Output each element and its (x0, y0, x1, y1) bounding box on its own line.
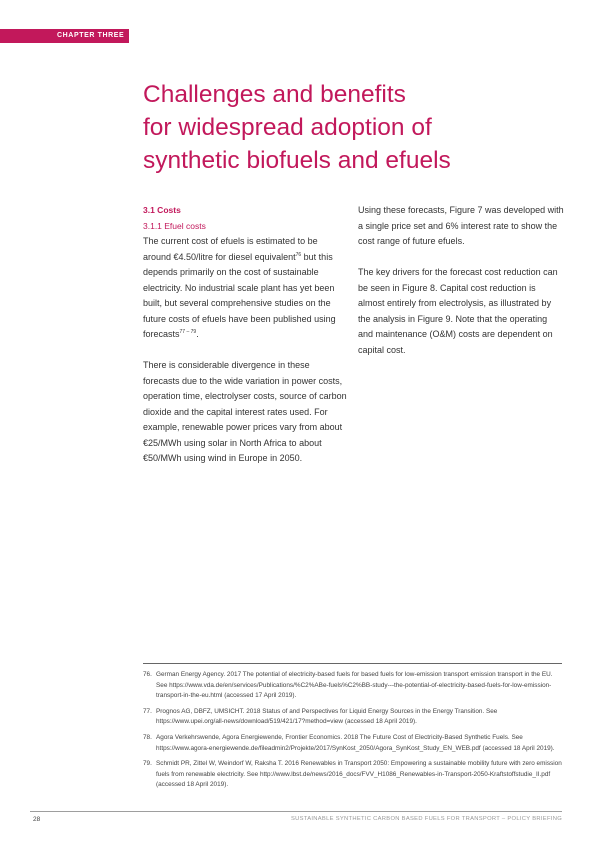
title-line-1: Challenges and benefits (143, 81, 406, 108)
page-number: 28 (33, 816, 41, 823)
running-title: SUSTAINABLE SYNTHETIC CARBON BASED FUELS FOR TRANSPORT – POLICY BRIEFING (290, 816, 562, 822)
footnote-ref-76[interactable]: 76 (295, 251, 302, 258)
footnote-text: Agora Verkehrswende, Agora Energiewende, Frontier Economics. 2018 The Future Cost of Electricity-Based Synthetic Fuels. See https://www.agora-energiewende.de/fileadmin2/Projekte/2017/SynKost_2050/Agora_SynKost_Study_EN_WEB.pdf (accessed 18 April 2019). (156, 733, 555, 752)
paragraph-efuel-cost (143, 234, 348, 343)
paragraph-key-drivers: The key drivers for the forecast cost reduction can be seen in Figure 8. Capital cost reduction is almost entirely from electrolysis, as illustrated by the analysis in Figure 9. Note that the operating and maintenance (O&M) costs are dependent on capital cost. (358, 267, 558, 355)
footnotes (143, 670, 563, 796)
footnote-number: 79. (143, 760, 152, 768)
title-line-3: synthetic biofuels and efuels (143, 147, 451, 174)
footer-divider (30, 811, 562, 812)
paragraph-text: but this depends primarily on the cost of sustainable electricity. No industrial scale plant has yet been built, but several comprehensive studies on the future costs of efuels have been published using forecasts (143, 251, 336, 339)
footnote-text: German Energy Agency. 2017 The potential of electricity-based fuels for based fuels for low-emission transport emission transport in the EU. See https://www.vda.de/en/services/Publications/%C2%ABe-fuels%C2%BB-study---the-potential-of-electricity-based-fuels-for-low-emission-transport-in-the-eu.html (accessed 17 April 2019). (156, 671, 553, 700)
chapter-label: CHAPTER THREE (57, 32, 125, 39)
chapter-tab (0, 29, 129, 43)
section-heading: 3.1 Costs (143, 205, 181, 215)
footnote-number: 76. (143, 671, 152, 678)
footnote-divider (143, 663, 562, 664)
footnote-ref-77-79[interactable]: 77 – 79 (179, 329, 197, 335)
footnote-77 (143, 707, 563, 728)
paragraph-figure-7: Using these forecasts, Figure 7 was developed with a single price set and 6% interest rate to show the cost range of future efuels. (358, 205, 564, 246)
footnote-79 (143, 759, 563, 791)
title-line-2: for widespread adoption of (143, 114, 432, 141)
footnote-text: Prognos AG, DBFZ, UMSICHT. 2018 Status of and Perspectives for Liquid Energy Sources in the Energy Transition. See https://www.upei.org/all-news/download/519/421/17?method=view (accessed 18 April 2019). (156, 707, 498, 726)
paragraph-text: . (196, 329, 199, 339)
subsection-heading: 3.1.1 Efuel costs (143, 220, 206, 231)
paragraph-text: The current cost of efuels is estimated to be around €4.50/litre for diesel equivalent (143, 236, 318, 262)
footnote-76 (143, 670, 563, 702)
footnote-number: 78. (143, 733, 152, 741)
right-column (358, 203, 564, 358)
footnote-text: Schmidt PR, Zittel W, Weindorf W, Raksha T. 2016 Renewables in Transport 2050: Empowering a sustainable mobility future with zero emission fuels from renewable electricity. See http://www.lbst.de/news/2016_docs/FVV_H1086_Renewables-in-Transport-2050-Kraftstoffstudie_II.pdf (accessed 18 April 2019). (156, 760, 562, 789)
left-column (143, 203, 348, 467)
page-title (143, 78, 563, 177)
footnote-number: 77. (143, 707, 152, 715)
paragraph-divergence: There is considerable divergence in these forecasts due to the wide variation in power costs, operation time, electrolyser costs, source of carbon dioxide and the capital interest rates used. For example, renewable power prices vary from about €25/MWh using solar in North Africa to about €50/MWh using wind in Europe in 2050. (143, 360, 347, 463)
footnote-78 (143, 733, 563, 754)
